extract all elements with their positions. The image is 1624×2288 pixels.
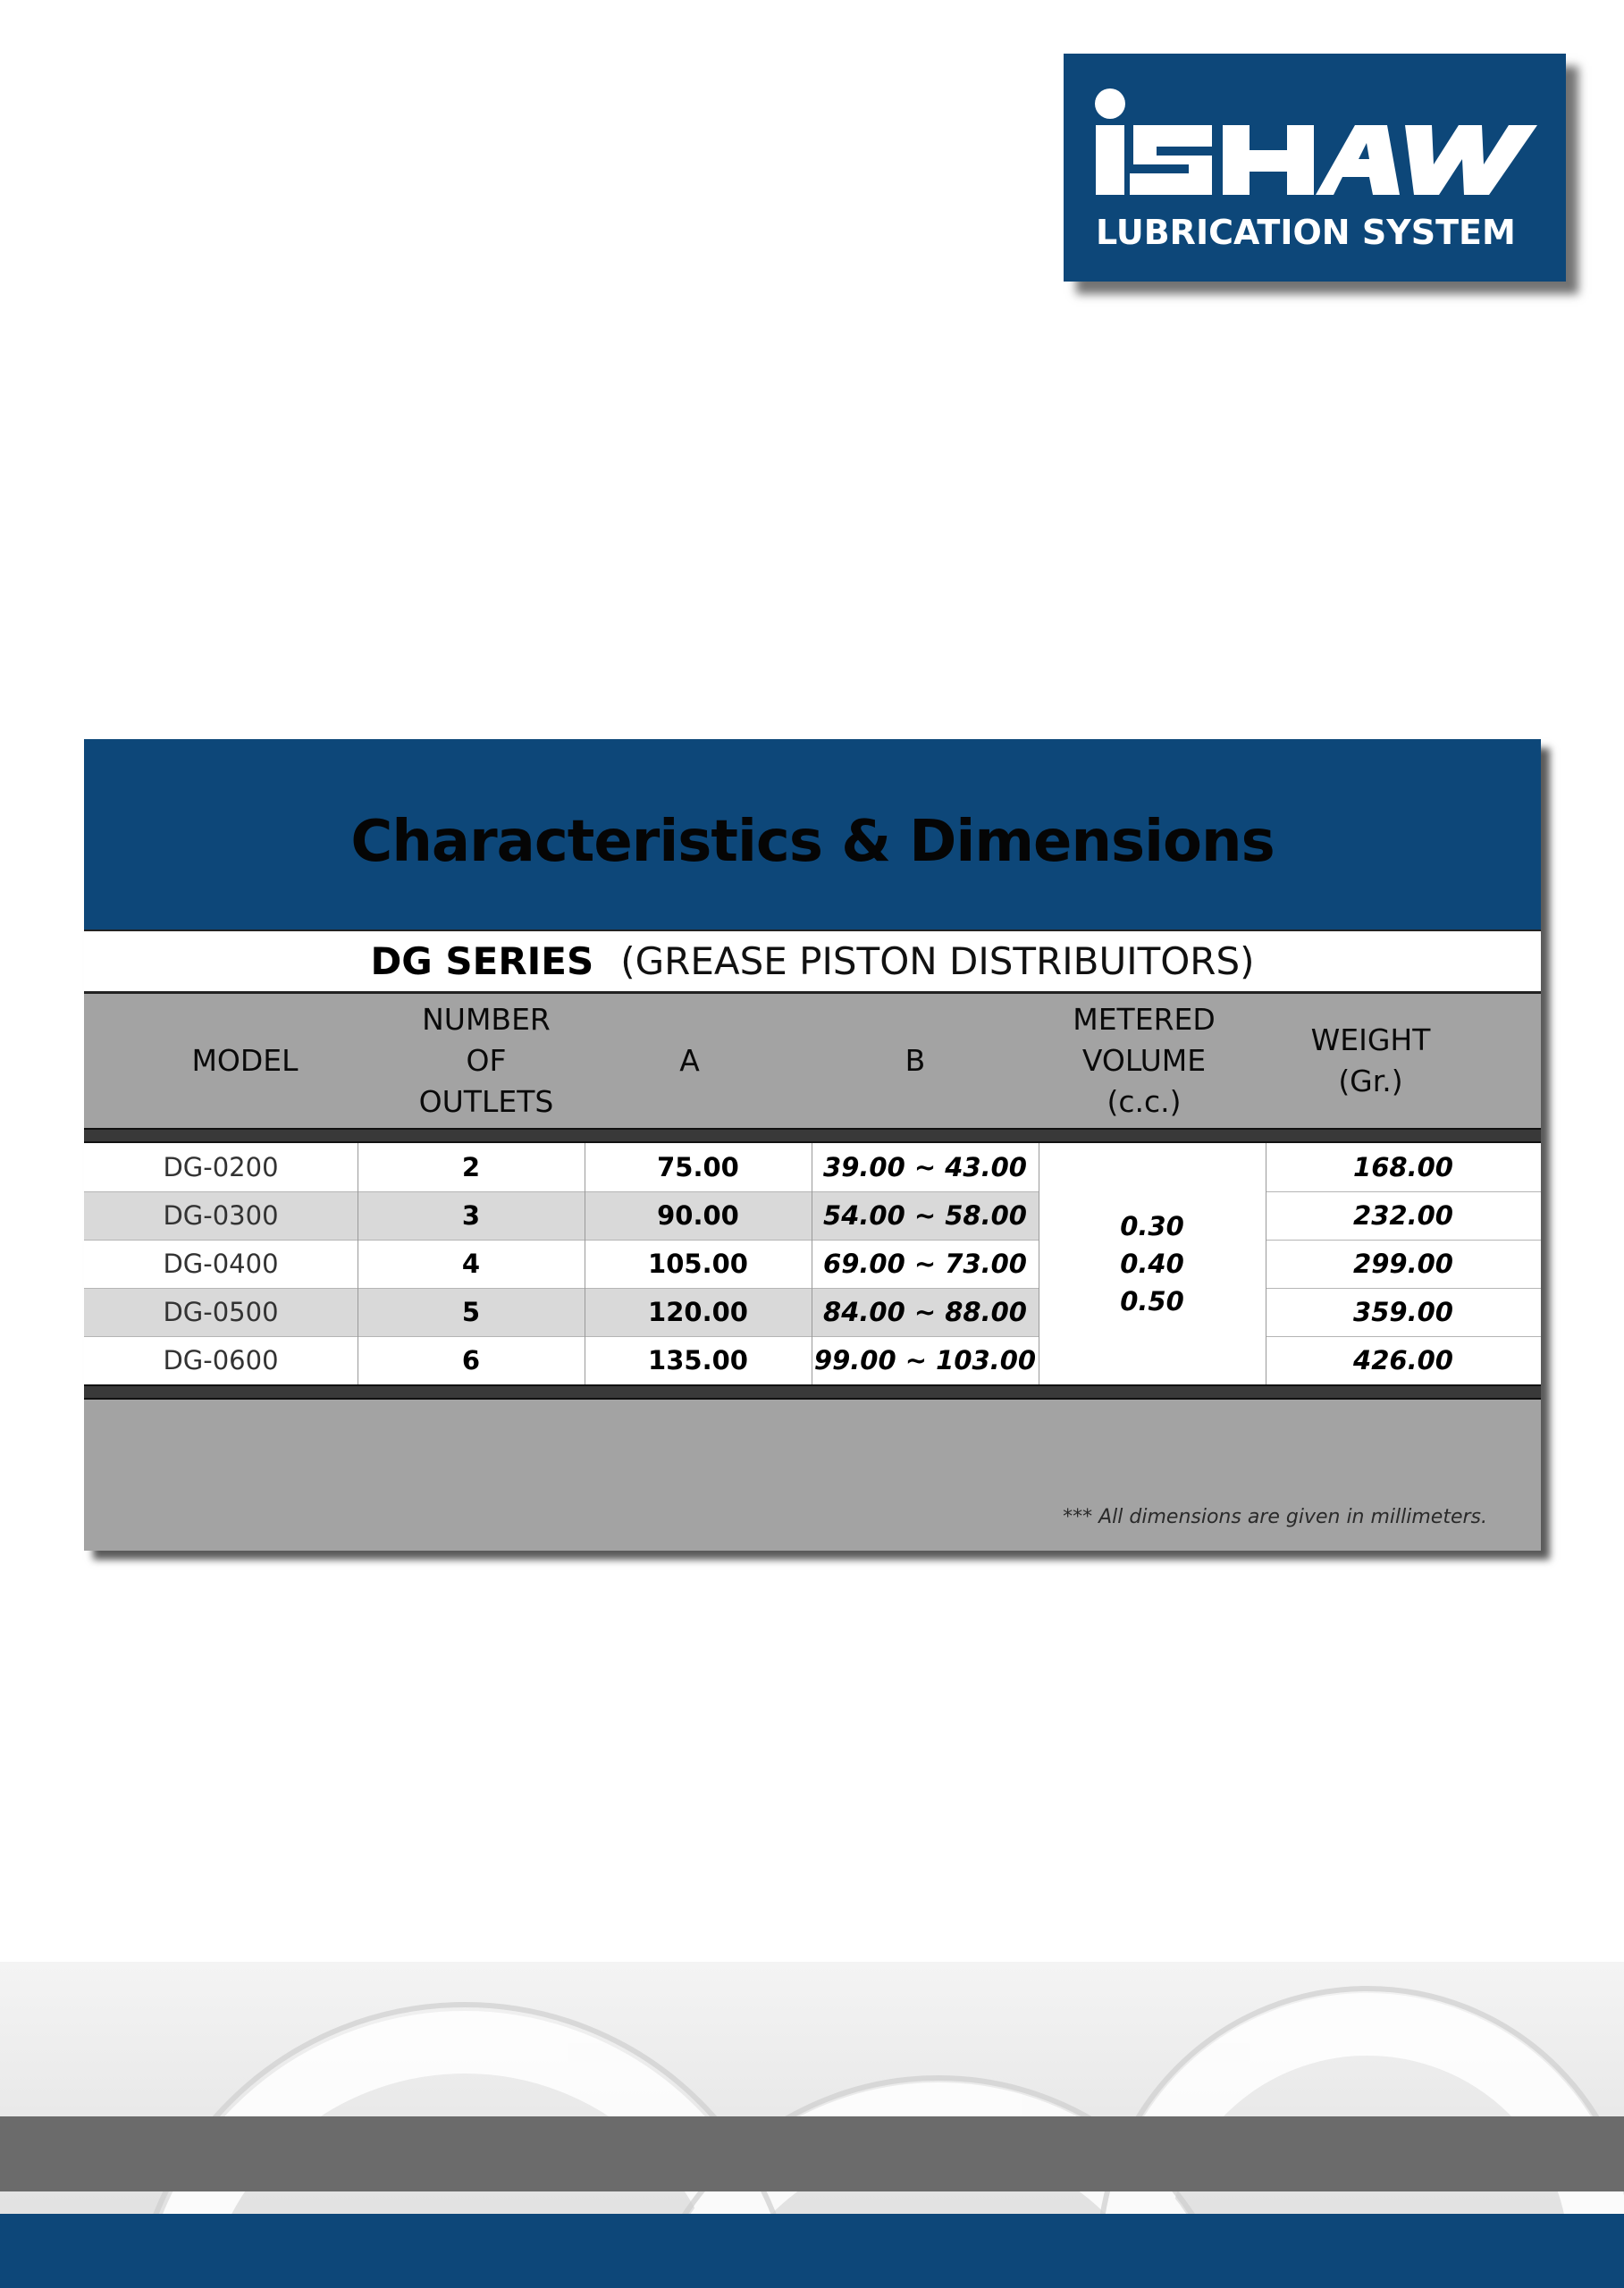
title-band xyxy=(84,739,1541,930)
cell-a: 135.00 xyxy=(648,1345,748,1375)
table-row xyxy=(84,1336,1541,1384)
cell-weight: 299.00 xyxy=(1353,1249,1453,1279)
cell-outlets: 2 xyxy=(461,1152,481,1182)
cell-b: 54.00 ~ 58.00 xyxy=(823,1200,1027,1231)
cell-b: 69.00 ~ 73.00 xyxy=(823,1249,1027,1279)
cell-outlets: 4 xyxy=(461,1249,481,1279)
ishaw-wordmark xyxy=(1064,54,1566,206)
series-band xyxy=(84,930,1541,994)
table-body xyxy=(84,1143,1541,1384)
row-divider xyxy=(84,1191,1541,1192)
characteristics-card xyxy=(84,739,1541,1551)
cell-model: DG-0200 xyxy=(163,1152,279,1182)
cell-outlets: 5 xyxy=(461,1297,481,1327)
cell-a: 90.00 xyxy=(657,1200,739,1231)
cell-model: DG-0600 xyxy=(163,1345,279,1375)
cell-model: DG-0400 xyxy=(163,1249,279,1279)
cell-weight: 359.00 xyxy=(1266,1288,1541,1336)
table-row xyxy=(84,1191,1541,1240)
metered-value: 0.50 xyxy=(1120,1286,1184,1316)
cell-model: DG-0500 xyxy=(163,1297,279,1327)
row-divider xyxy=(84,1240,1541,1241)
row-divider xyxy=(84,1288,1541,1289)
series-name: DG SERIES xyxy=(370,939,594,983)
header-divider xyxy=(84,1128,1541,1143)
row-divider xyxy=(84,1336,1541,1337)
body-divider xyxy=(84,1384,1541,1400)
header-metered-volume: METERED VOLUME (c.c.) xyxy=(1073,1002,1216,1119)
cell-weight: 232.00 xyxy=(1266,1191,1541,1240)
cell-a: 105.00 xyxy=(648,1249,748,1279)
metered-volume-cell xyxy=(1039,1143,1266,1384)
logo-subtitle: LUBRICATION SYSTEM xyxy=(1096,213,1516,252)
footnote: *** All dimensions are given in millimeters. xyxy=(1063,1506,1487,1528)
metered-value: 0.40 xyxy=(1120,1249,1184,1279)
table-row xyxy=(84,1143,1541,1191)
table-header xyxy=(84,994,1541,1128)
header-model: MODEL xyxy=(191,1043,299,1078)
header-outlets: NUMBER OF OUTLETS xyxy=(418,1002,554,1119)
table-row xyxy=(84,1288,1541,1336)
cell-weight: 168.00 xyxy=(1353,1152,1453,1182)
header-a: A xyxy=(679,1043,700,1078)
page-title: Characteristics & Dimensions xyxy=(350,808,1275,875)
cell-outlets: 6 xyxy=(461,1345,481,1375)
footer-blue-stripe xyxy=(0,2214,1624,2288)
cell-weight: 426.00 xyxy=(1353,1345,1453,1375)
cell-b: 84.00 ~ 88.00 xyxy=(823,1297,1027,1327)
cell-b: 39.00 ~ 43.00 xyxy=(823,1152,1027,1182)
header-weight: WEIGHT (Gr.) xyxy=(1310,1022,1431,1098)
footer-gray-stripe xyxy=(0,2116,1624,2191)
cell-model: DG-0300 xyxy=(163,1200,279,1231)
table-row xyxy=(84,1240,1541,1288)
series-description: (GREASE PISTON DISTRIBUITORS) xyxy=(620,939,1255,983)
company-logo xyxy=(1064,54,1566,282)
cell-b: 99.00 ~ 103.00 xyxy=(813,1345,1037,1375)
metered-value: 0.30 xyxy=(1120,1211,1184,1241)
cell-a: 75.00 xyxy=(657,1152,739,1182)
header-b: B xyxy=(905,1043,926,1078)
cell-outlets: 3 xyxy=(461,1200,481,1231)
cell-a: 120.00 xyxy=(648,1297,748,1327)
